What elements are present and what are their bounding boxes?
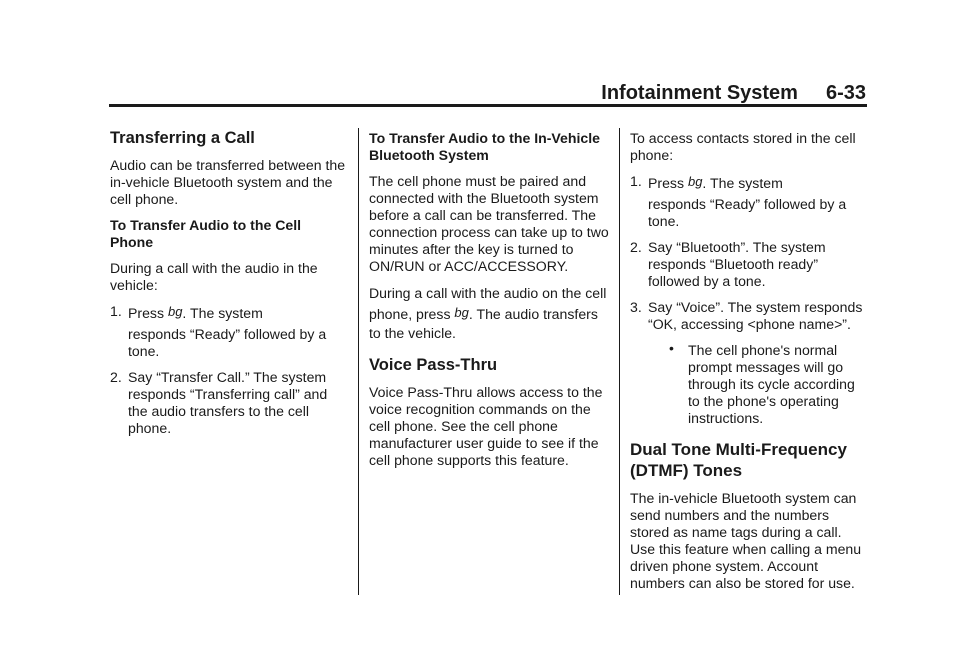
paragraph-text: During a call with the audio on the cell phone, press xyxy=(369,285,607,322)
column-1 xyxy=(110,128,348,446)
step-2 xyxy=(630,239,870,290)
step-number: 1. xyxy=(110,303,122,319)
step-number: 2. xyxy=(630,239,642,255)
step-text: Press xyxy=(648,175,685,191)
phone-icon: b xyxy=(454,305,462,320)
section-title: Infotainment System xyxy=(601,82,798,104)
bullet-text: The cell phone's normal prompt messages will go through its cycle according to the phone's operating instructions. xyxy=(688,342,855,426)
step-text: Say “Bluetooth”. The system responds “Bluetooth ready” followed by a tone. xyxy=(648,239,826,289)
column-3 xyxy=(630,130,870,601)
page-header xyxy=(601,81,866,105)
header-rule xyxy=(109,104,867,107)
phone-icon: b xyxy=(167,304,176,319)
column-divider-1 xyxy=(358,128,359,595)
subheading-transfer-to-phone: To Transfer Audio to the Cell Phone xyxy=(110,217,302,250)
step-number: 1. xyxy=(630,173,642,189)
intro-paragraph: Audio can be transferred between the in-vehicle Bluetooth system and the cell phone. xyxy=(110,157,346,207)
column-divider-2 xyxy=(619,128,620,595)
subheading-transfer-to-vehicle: To Transfer Audio to the In-Vehicle Bluetooth System xyxy=(369,130,601,163)
heading-transferring-a-call: Transferring a Call xyxy=(110,129,255,147)
step-1 xyxy=(630,173,870,230)
step-text: responds “Ready” followed by a tone. xyxy=(128,326,327,359)
step-number: 3. xyxy=(630,299,642,315)
bullet-item xyxy=(630,342,870,427)
contacts-intro-paragraph: To access contacts stored in the cell phone: xyxy=(630,130,856,163)
step-1 xyxy=(110,303,348,360)
step-text: . The system xyxy=(182,305,263,321)
talk-icon: g xyxy=(175,304,183,319)
phone-icon: b xyxy=(687,174,696,189)
step-text: Press xyxy=(128,305,165,321)
during-call-paragraph: During a call with the audio in the vehicle: xyxy=(110,260,318,293)
bullet-icon: • xyxy=(669,340,674,356)
step-3 xyxy=(630,299,870,333)
page-number: 6-33 xyxy=(825,82,866,104)
talk-icon: g xyxy=(695,174,703,189)
column-2 xyxy=(369,130,609,478)
step-text: Say “Transfer Call.” The system responds “Transferring call” and the audio transfers to the cell phone. xyxy=(128,369,328,436)
step-number: 2. xyxy=(110,369,122,385)
voice-pass-thru-paragraph: Voice Pass-Thru allows access to the voice recognition commands on the cell phone. See the cell phone manufacturer user guide to see if the cell phone supports this feature. xyxy=(369,384,603,468)
dtmf-paragraph: The in-vehicle Bluetooth system can send numbers and the numbers stored as name tags during a call. Use this feature when calling a menu driven phone system. Account numbers can also be stored for use. xyxy=(630,490,862,591)
step-text: Say “Voice”. The system responds “OK, accessing <phone name>”. xyxy=(648,299,863,332)
heading-dtmf-tones: Dual Tone Multi-Frequency (DTMF) Tones xyxy=(630,440,847,480)
paragraph-text: . The audio transfers to the vehicle. xyxy=(369,306,598,341)
step-2 xyxy=(110,369,348,437)
step-text: responds “Ready” followed by a tone. xyxy=(648,196,847,229)
pairing-paragraph: The cell phone must be paired and connected with the Bluetooth system before a call can be transferred. The connection process can take up to two minutes after the key is turned to ON/RUN or ACC/ACCESSORY. xyxy=(369,173,609,274)
talk-icon: g xyxy=(461,305,469,320)
during-call-phone-paragraph xyxy=(369,284,609,343)
step-text: . The system xyxy=(702,175,783,191)
heading-voice-pass-thru: Voice Pass-Thru xyxy=(369,356,498,374)
